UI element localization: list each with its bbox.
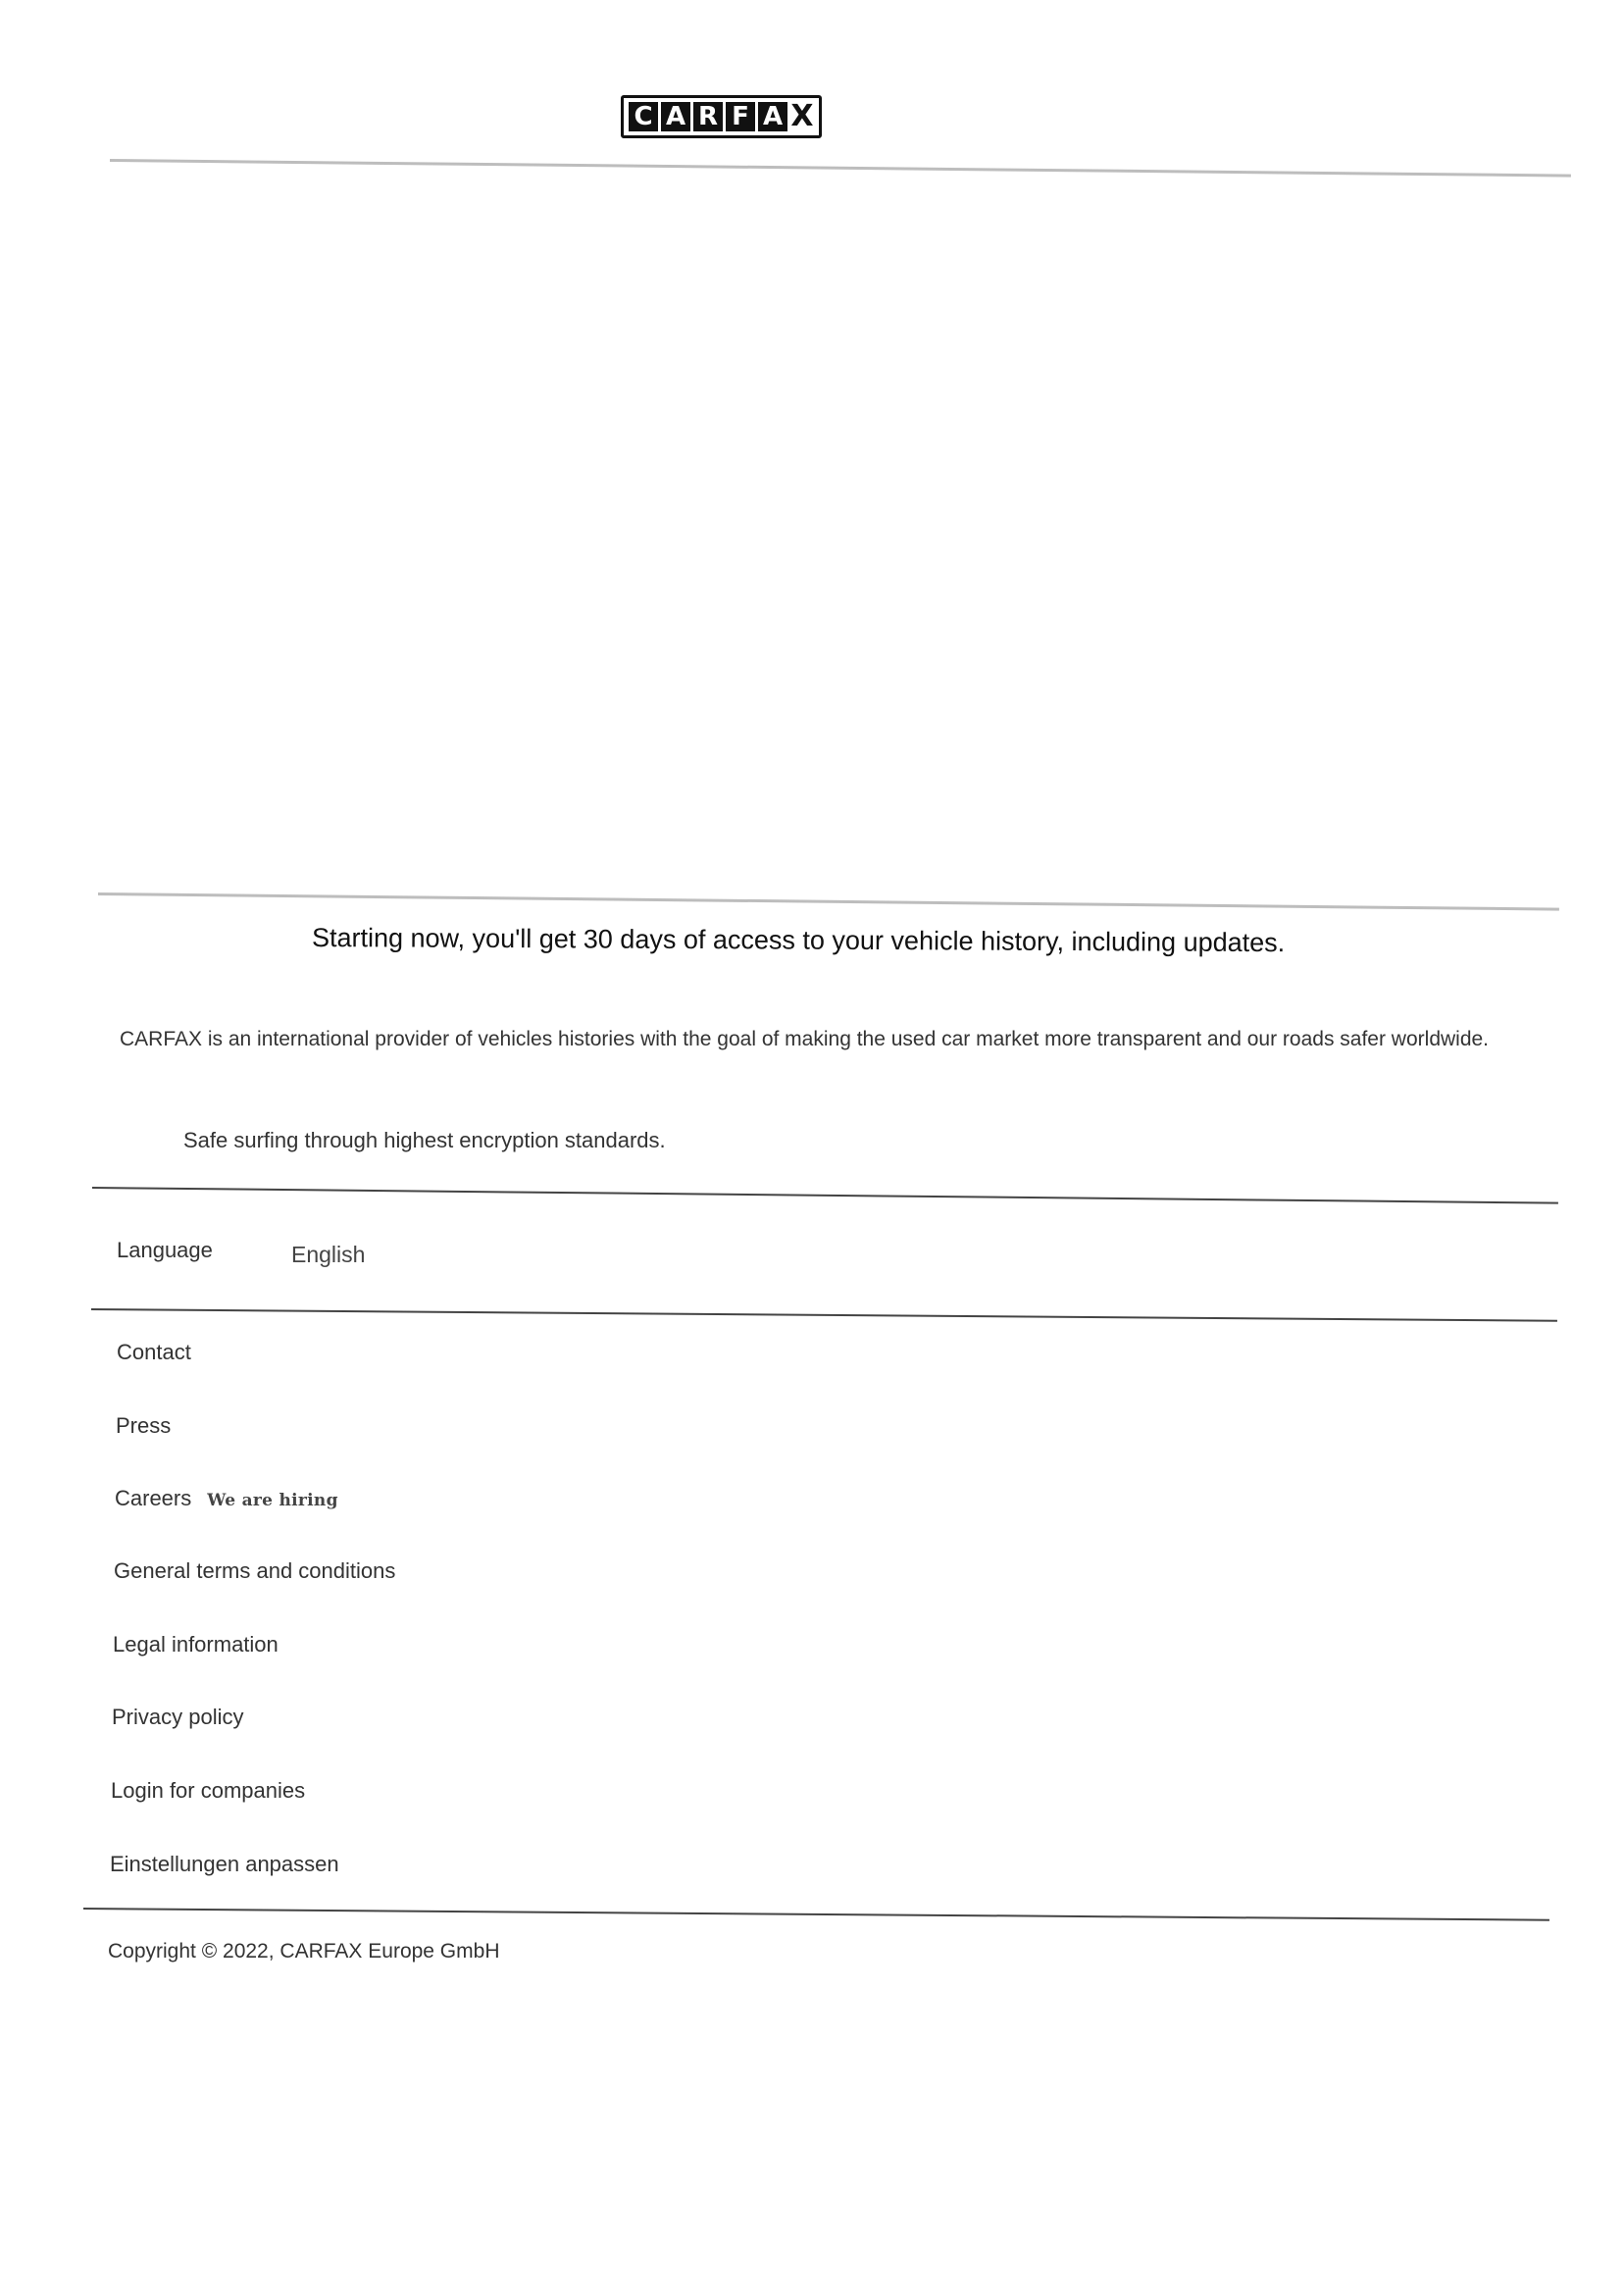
press-link[interactable] xyxy=(116,1413,171,1439)
privacy-label: Privacy policy xyxy=(112,1705,244,1729)
access-headline: Starting now, you'll get 30 days of access to your vehicle history, including updates. xyxy=(311,923,1286,958)
privacy-link[interactable] xyxy=(112,1705,243,1730)
terms-label: General terms and conditions xyxy=(114,1558,396,1583)
about-text: CARFAX is an international provider of vehicles histories with the goal of making the used car market more transparent and our roads safer worldwide. xyxy=(120,1028,1490,1050)
footer-divider xyxy=(83,1908,1549,1921)
language-top-divider xyxy=(92,1187,1558,1204)
press-label: Press xyxy=(116,1413,172,1438)
company-login-link[interactable] xyxy=(111,1778,305,1804)
contact-link[interactable] xyxy=(117,1340,191,1365)
contact-label: Contact xyxy=(117,1340,191,1364)
cookie-settings-label: Einstellungen anpassen xyxy=(110,1852,339,1876)
cookie-settings-link[interactable] xyxy=(110,1852,339,1877)
language-bottom-divider xyxy=(91,1308,1557,1322)
logo-letter: A xyxy=(758,102,787,131)
legal-link[interactable] xyxy=(113,1632,279,1657)
careers-label: Careers xyxy=(115,1486,192,1510)
header-divider xyxy=(110,159,1571,178)
logo-letter: F xyxy=(726,102,755,131)
carfax-logo[interactable] xyxy=(621,95,822,138)
careers-link[interactable] xyxy=(115,1486,338,1511)
content-divider xyxy=(98,892,1559,911)
language-selector[interactable]: English xyxy=(291,1242,366,1267)
logo-letter: A xyxy=(661,102,690,131)
hiring-badge: We are hiring xyxy=(207,1491,338,1510)
language-label: Language xyxy=(117,1238,213,1262)
copyright-text: Copyright © 2022, CARFAX Europe GmbH xyxy=(108,1940,500,1963)
terms-link[interactable] xyxy=(114,1558,395,1584)
legal-label: Legal information xyxy=(113,1632,279,1657)
logo-letter: X xyxy=(790,99,814,133)
logo-letter: R xyxy=(693,102,723,131)
security-note: Safe surfing through highest encryption standards. xyxy=(183,1128,666,1152)
company-login-label: Login for companies xyxy=(111,1778,306,1803)
logo-letter: C xyxy=(629,102,658,131)
